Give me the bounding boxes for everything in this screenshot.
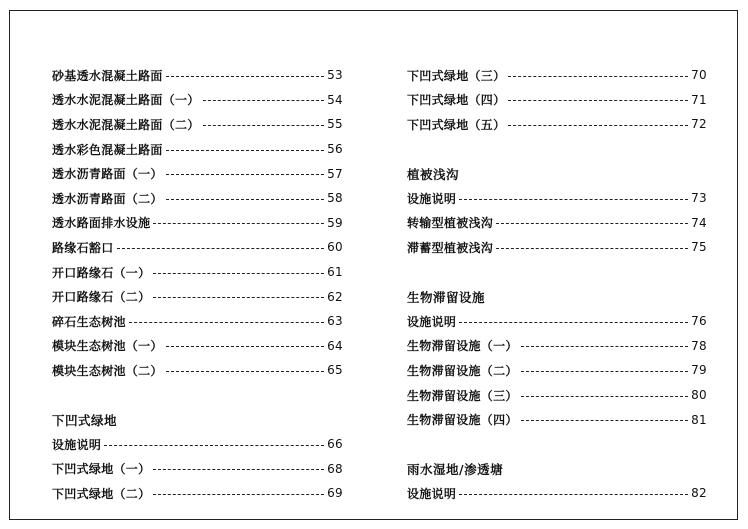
toc-entry-title: 设施说明: [407, 314, 457, 329]
toc-entry-page-number: 56: [327, 142, 343, 157]
dash-leader: [521, 396, 688, 397]
section-heading: 植被浅沟: [407, 166, 460, 182]
dash-leader: [153, 273, 324, 274]
toc-entry-page-number: 61: [327, 265, 343, 280]
toc-entry-title: 生物滞留设施（一）: [407, 339, 518, 354]
toc-entry[interactable]: [407, 309, 707, 334]
dash-leader: [508, 76, 688, 77]
toc-entry-page-number: 72: [691, 117, 707, 132]
toc-entry[interactable]: [407, 407, 707, 432]
toc-entry-page-number: 80: [691, 388, 707, 403]
toc-entry-title: 下凹式绿地（四）: [407, 93, 506, 108]
dash-leader: [203, 100, 325, 101]
toc-entry-page-number: 65: [327, 363, 343, 378]
toc-entry-title: 滞蓄型植被浅沟: [407, 240, 494, 255]
toc-entry-page-number: 57: [327, 166, 343, 181]
toc-entry-page-number: 63: [327, 314, 343, 329]
toc-entry[interactable]: [52, 260, 343, 285]
dash-leader: [459, 199, 688, 200]
toc-entry[interactable]: [52, 112, 343, 137]
toc-entry-title: 模块生态树池（二）: [52, 363, 163, 378]
dash-leader: [203, 125, 325, 126]
toc-entry-title: 设施说明: [52, 437, 102, 452]
toc-entry-title: 生物滞留设施（二）: [407, 363, 518, 378]
toc-entry-title: 透水水泥混凝土路面（二）: [52, 117, 200, 132]
toc-entry-title: 模块生态树池（一）: [52, 339, 163, 354]
dash-leader: [166, 346, 324, 347]
toc-entry[interactable]: [52, 334, 343, 359]
dash-leader: [166, 371, 324, 372]
toc-entry-page-number: 75: [691, 240, 707, 255]
toc-entry-title: 生物滞留设施（三）: [407, 388, 518, 403]
toc-entry[interactable]: [52, 358, 343, 383]
dash-leader: [153, 494, 324, 495]
toc-entry-page-number: 79: [691, 363, 707, 378]
dash-leader: [496, 223, 688, 224]
section-spacer: [52, 383, 343, 408]
toc-entry-title: 下凹式绿地（五）: [407, 117, 506, 132]
toc-left-column: [52, 63, 343, 506]
toc-entry-title: 下凹式绿地（一）: [52, 462, 151, 477]
toc-entry-page-number: 60: [327, 240, 343, 255]
dash-leader: [153, 469, 324, 470]
toc-entry-title: 透水沥青路面（二）: [52, 191, 163, 206]
toc-entry-page-number: 71: [691, 92, 707, 107]
dash-leader: [153, 223, 324, 224]
toc-entry[interactable]: [52, 186, 343, 211]
toc-entry-page-number: 73: [691, 191, 707, 206]
toc-entry-title: 开口路缘石（一）: [52, 265, 151, 280]
toc-entry-page-number: 64: [327, 338, 343, 353]
dash-leader: [153, 297, 324, 298]
toc-entry[interactable]: [407, 186, 707, 211]
toc-entry-title: 下凹式绿地（二）: [52, 486, 151, 501]
dash-leader: [496, 248, 688, 249]
section-heading: 生物滞留设施: [407, 289, 486, 305]
toc-entry[interactable]: [407, 63, 707, 88]
toc-entry-page-number: 81: [691, 412, 707, 427]
toc-entry-title: 转输型植被浅沟: [407, 216, 494, 231]
toc-entry-page-number: 55: [327, 117, 343, 132]
dash-leader: [166, 174, 324, 175]
toc-entry-page-number: 62: [327, 289, 343, 304]
toc-entry[interactable]: [52, 63, 343, 88]
toc-entry[interactable]: [52, 88, 343, 113]
toc-entry-page-number: 59: [327, 215, 343, 230]
toc-entry-title: 透水沥青路面（一）: [52, 167, 163, 182]
toc-entry-page-number: 76: [691, 314, 707, 329]
section-spacer: [407, 260, 707, 285]
toc-entry-title: 设施说明: [407, 191, 457, 206]
toc-entry[interactable]: [52, 137, 343, 162]
toc-entry-title: 透水路面排水设施: [52, 216, 151, 231]
toc-entry[interactable]: [52, 161, 343, 186]
toc-entry-title: 碎石生态树池: [52, 314, 126, 329]
toc-entry[interactable]: [52, 432, 343, 457]
section-spacer: [407, 432, 707, 457]
toc-entry[interactable]: [52, 211, 343, 236]
section-spacer: [407, 137, 707, 162]
toc-entry-page-number: 74: [691, 215, 707, 230]
dash-leader: [166, 76, 324, 77]
toc-entry-page-number: 70: [691, 68, 707, 83]
toc-entry-page-number: 54: [327, 92, 343, 107]
toc-entry-title: 设施说明: [407, 486, 457, 501]
toc-entry[interactable]: [52, 457, 343, 482]
dash-leader: [459, 494, 688, 495]
toc-entry-page-number: 58: [327, 191, 343, 206]
toc-entry-title: 路缘石豁口: [52, 240, 114, 255]
toc-entry[interactable]: [407, 481, 707, 506]
toc-entry[interactable]: [407, 235, 707, 260]
toc-entry[interactable]: [52, 481, 343, 506]
toc-entry-page-number: 68: [327, 461, 343, 476]
toc-entry-title: 开口路缘石（二）: [52, 290, 151, 305]
toc-entry[interactable]: [52, 284, 343, 309]
dash-leader: [521, 420, 688, 421]
dash-leader: [508, 100, 688, 101]
toc-entry-title: 生物滞留设施（四）: [407, 413, 518, 428]
dash-leader: [459, 322, 688, 323]
toc-entry[interactable]: [52, 309, 343, 334]
dash-leader: [104, 445, 324, 446]
toc-right-column: [407, 63, 707, 506]
toc-entry-page-number: 82: [691, 486, 707, 501]
dash-leader: [166, 199, 324, 200]
toc-entry[interactable]: [52, 235, 343, 260]
section-heading: 下凹式绿地: [52, 412, 118, 428]
toc-entry-title: 砂基透水混凝土路面: [52, 68, 163, 83]
toc-entry-page-number: 69: [327, 486, 343, 501]
dash-leader: [521, 346, 688, 347]
toc-entry-page-number: 66: [327, 437, 343, 452]
toc-entry[interactable]: [407, 358, 707, 383]
dash-leader: [129, 322, 324, 323]
toc-entry-page-number: 53: [327, 68, 343, 83]
toc-entry-page-number: 78: [691, 338, 707, 353]
section-heading: 雨水湿地/渗透塘: [407, 461, 504, 477]
toc-entry[interactable]: [407, 211, 707, 236]
toc-entry[interactable]: [407, 88, 707, 113]
dash-leader: [117, 248, 325, 249]
dash-leader: [521, 371, 688, 372]
toc-entry[interactable]: [407, 112, 707, 137]
toc-entry-title: 透水水泥混凝土路面（一）: [52, 93, 200, 108]
dash-leader: [508, 125, 688, 126]
toc-entry[interactable]: [407, 383, 707, 408]
toc-entry[interactable]: [407, 334, 707, 359]
toc-entry-title: 透水彩色混凝土路面: [52, 142, 163, 157]
toc-entry-title: 下凹式绿地（三）: [407, 68, 506, 83]
dash-leader: [166, 150, 324, 151]
